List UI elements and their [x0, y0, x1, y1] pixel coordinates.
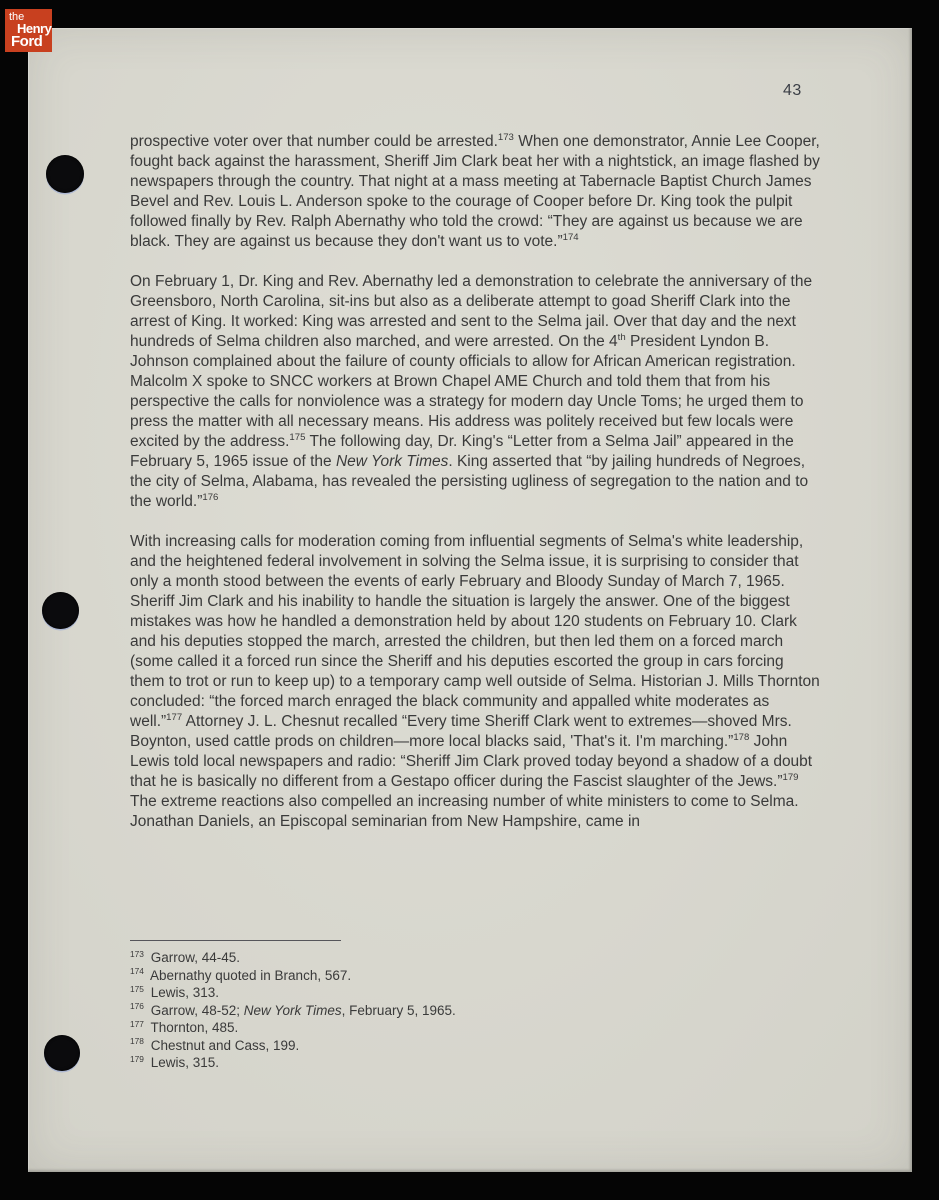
footnotes-section	[130, 940, 730, 1072]
footnote-173: $^{173}$ Garrow, 44-45.	[130, 948, 240, 965]
scanned-document-page	[28, 28, 912, 1172]
footnote-179: $^{179}$ Lewis, 315.	[130, 1053, 219, 1070]
footnote-177: $^{177}$ Thornton, 485.	[130, 1018, 239, 1035]
footnote-178: $^{178}$ Chestnut and Cass, 199.	[130, 1036, 300, 1053]
henry-ford-logo	[5, 9, 52, 52]
footnote-175: $^{175}$ Lewis, 313.	[130, 983, 219, 1000]
paragraph-1: prospective voter over that number could be arrested.$^{173}$ When one demonstrator, Annie Lee Cooper, fought back against the harassment, Sheriff Jim Clark beat her with a nightstick, an image flashed by newspapers through the country. That night at a mass meeting at Tabernacle Baptist Church James Bevel and Rev. Louis L. Anderson spoke to the courage of Cooper before Dr. King took the pulpit followed finally by Rev. Ralph Abernathy who told the crowd: “They are against us because we are black. They are against us because they don't want us to vote.”$^{174}$	[130, 131, 820, 250]
logo-text-ford: Ford	[11, 33, 43, 50]
hole-punch-bottom	[44, 1035, 80, 1071]
paragraph-3: With increasing calls for moderation coming from influential segments of Selma's white leadership, and the heightened federal involvement in solving the Selma issue, it is surprising to consider that only a month stood between the events of early February and Bloody Sunday of March 7, 1965. Sheriff Jim Clark and his inability to handle the situation is largely the answer. One of the biggest mistakes was how he handled a demonstration held by about 120 students on February 10. Clark and his deputies stopped the march, arrested the children, but then led them on a forced march (some called it a forced run since the Sheriff and his deputies escorted the group in cars forcing them to trot or run to keep up) to a temporary camp well outside of Selma. Historian J. Mills Thornton concluded: “the forced march enraged the black community and appalled white moderates as well.”$^{177}$ Attorney J. L. Chesnut recalled “Every time Sheriff Clark went to extremes—shoved Mrs. Boynton, used cattle prods on children—more local blacks said, 'That's it. I'm marching.”$^{178}$ John Lewis told local newspapers and radio: “Sheriff Jim Clark proved today beyond a shadow of a doubt that he is basically no different from a Gestapo officer during the Fascist slaughter of the Jews.”$^{179}$ The extreme reactions also compelled an increasing number of white ministers to come to Selma. Jonathan Daniels, an Episcopal seminarian from New Hampshire, came in	[130, 533, 820, 830]
logo-text-the: the	[9, 11, 25, 23]
logo-text-henry: Henry	[17, 21, 52, 36]
footnote-separator	[130, 940, 341, 941]
footnote-174: $^{174}$ Abernathy quoted in Branch, 567.	[130, 966, 352, 983]
document-body-text	[130, 132, 820, 852]
footnote-176: $^{176}$ Garrow, 48-52; New York Times, February 5, 1965.	[130, 1001, 456, 1018]
paragraph-2: On February 1, Dr. King and Rev. Abernathy led a demonstration to celebrate the anniversary of the Greensboro, North Carolina, sit-ins but also as a deliberate attempt to goad Sheriff Clark into the arrest of King. It worked: King was arrested and sent to the Selma jail. Over that day and the next hundreds of Selma children also marched, and were arrested. On the 4th President Lyndon B. Johnson complained about the failure of county officials to allow for African American registration. Malcolm X spoke to SNCC workers at Brown Chapel AME Church and told them that from his perspective the calls for nonviolence was a strategy for modern day Uncle Toms; he urged them to press the matter with all necessary means. His address was politely received but few locals were excited by the address.$^{175}$ The following day, Dr. King's “Letter from a Selma Jail” appeared in the February 5, 1965 issue of the New York Times. King asserted that “by jailing hundreds of Negroes, the city of Selma, Alabama, has revealed the persisting ugliness of segregation to the nation and to the world.”$^{176}$	[130, 273, 813, 510]
hole-punch-top	[46, 155, 84, 193]
page-number: 43	[783, 82, 802, 99]
hole-punch-middle	[42, 592, 79, 629]
